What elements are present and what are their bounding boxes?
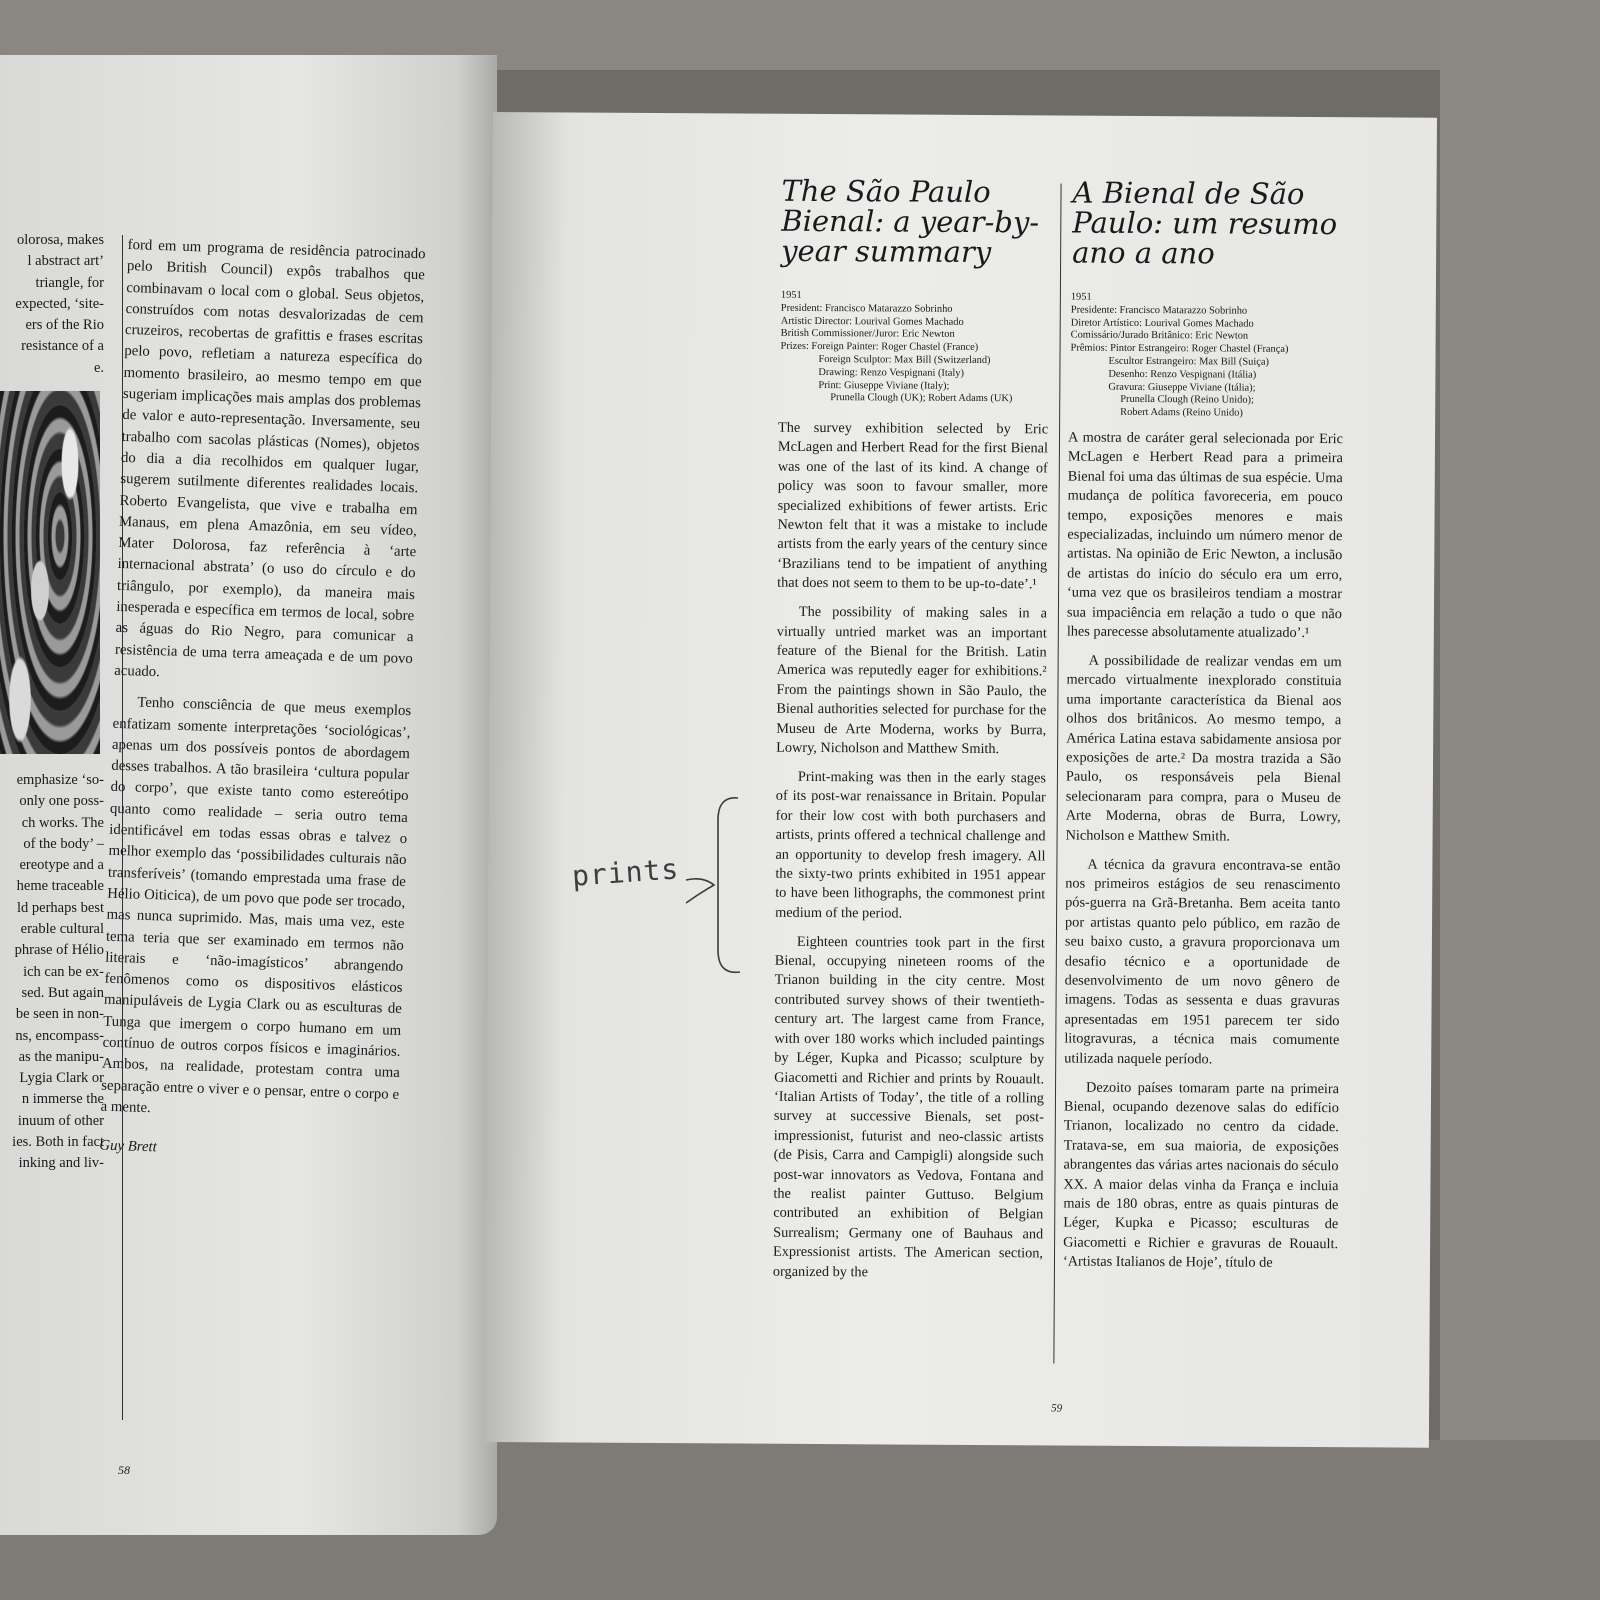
cropped-line: inking and liv- <box>18 1155 104 1172</box>
pencil-annotation-text: prints <box>570 852 681 893</box>
body-paragraph: The possibility of making sales in a virtually untried market was an important feature of the Bienal for the British. Latin America was reputedly eager for exhibitions.² From the paintings shown in São Paulo, the Bienal authorities selected for purchase for the Museu de Arte Moderna, works by Burra, Lowry, Nicholson and Matthew Smith. <box>776 604 1047 758</box>
credit-line: Artistic Director: Lourival Gomes Machado <box>780 315 964 328</box>
body-paragraph: A possibilidade de realizar vendas em um mercado virtualmente inexplorado constituia uma importante característica da Bienal aos olhos dos britânicos. Ao mesmo tempo, a América Latina estava sabidamente ansiosa por exposições de arte.² Da mostra trazida a São Paulo, os responsáveis pela Bienal selecionaram para compra, para o Museu de Arte Moderna, obras de Burra, Lowry, Nicholson e Matthew Smith. <box>1065 652 1342 845</box>
cropped-line: ereotype and a <box>19 857 104 874</box>
cropped-line: ers of the Rio <box>25 317 104 334</box>
credit-line: Diretor Artístico: Lourival Gomes Machado <box>1070 317 1254 330</box>
cropped-line: emphasize ‘so- <box>16 772 104 788</box>
credit-line: 1951 <box>780 289 802 301</box>
cropped-line: of the body’ – <box>23 835 104 852</box>
credit-line: Desenho: Renzo Vespignani (Itália) <box>1108 368 1257 381</box>
credit-line: Prizes: Foreign Painter: Roger Chastel (France) <box>780 340 979 354</box>
cropped-line: phrase of Hélio <box>14 942 104 959</box>
credit-line: President: Francisco Matarazzo Sobrinho <box>780 302 953 315</box>
table-surface-right <box>1440 0 1600 1600</box>
credit-line: 1951 <box>1070 291 1092 303</box>
cropped-line: heme traceable <box>16 878 104 895</box>
cropped-line: only one poss- <box>19 793 104 810</box>
cropped-line: ich can be ex- <box>23 963 104 980</box>
column-rule <box>1053 183 1061 1363</box>
body-paragraph: A mostra de caráter geral selecionada por Eric McLagen e Herbert Read para a primeira Bienal foi uma das últimas de sua espécie. Uma mudança de política favoreceria, em pouco tempo, exposições menores e mais especializadas, incluindo um número menor de artistas. Na opinião de Eric Newton, a inclusão de artistas do início do século era um erro, ‘uma vez que os brasileiros tendiam a mostrar sua impaciência em relação a tudo o que não lhes parecesse absolutamente atualizado’.¹ <box>1066 429 1344 642</box>
cropped-line: l abstract art’ <box>27 253 104 270</box>
photograph <box>0 391 100 754</box>
cropped-line: resistance of a <box>21 338 104 355</box>
cropped-line: triangle, for <box>35 274 104 291</box>
cropped-line: Lygia Clark or <box>19 1070 104 1087</box>
cropped-line: sed. But again <box>21 984 104 1001</box>
left-page-main-column <box>99 235 426 1176</box>
page-number: 59 <box>1051 1402 1063 1415</box>
cropped-line: ch works. The <box>21 814 104 831</box>
body-paragraph: ford em um programa de residência patrocinado pelo British Council) expôs trabalhos que combinavam o local com o global. Seus objetos, construídos com notas desvalorizadas de cem cruzeiros, recobertas de grafittis e frases escritas pelo povo, refletiam a natureza específica do momento brasileiro, ao mesmo tempo em que sugeriam implicações mais amplas dos problemas de valor e auto-representação. Inversamente, seu trabalho com sacolas plásticas (Nomes), objetos do dia a dia recolhidos em qualquer lugar, sugerem sutilmente diferentes realidades locais. Roberto Evangelista, que vive e trabalha em Manaus, em plena Amazônia, em seu vídeo, Mater Dolorosa, faz referência à ‘arte internacional abstrata’ (o uso do círculo e do triângulo, por exemplo), da maneira mais inesperada e específica em termos de local, sobre as águas do Rio Negro, para comunicar a resistência de uma terra ameaçada e de um povo acuado. <box>114 236 426 681</box>
credit-line: Foreign Sculptor: Max Bill (Switzerland) <box>818 353 991 367</box>
body-paragraph: Eighteen countries took part in the first Bienal, occupying nineteen rooms of the Trianon building in the city centre. Most contributed survey shows of their twentieth-century art. The largest came from France, with over 180 works which included paintings by Léger, Kupka and Picasso; sculpture by Giacometti and Richier and prints by Rouault. ‘Italian Artists of Today’, the title of a rolling survey at successive Bienals, set post-impressionist, futurist and neo-classic artists (de Pisis, Carra and Campigli) alongside such post-war innovators as Vedova, Fontana and the realist painter Guttuso. Belgium contributed an exhibition of Belgian Surrealism; Germany one of Bauhaus and Expressionist artists. The American section, organized by the <box>772 933 1045 1280</box>
cropped-line: e. <box>93 359 104 376</box>
body-english <box>773 419 1048 1293</box>
cropped-line: ld perhaps best <box>17 899 104 916</box>
heading-english: The São Paulo Bienal: a year-by-year summary <box>781 173 1040 270</box>
body-paragraph: The survey exhibition selected by Eric McLagen and Herbert Read for the first Bienal was one of the last of its kind. A change of policy was soon to favour smaller, more specialized exhibitions of fewer artists. Eric Newton felt that it was a mistake to include artists from the early years of the century since ‘Brazilians tend to be impatient of anything that does not seem to them to be up-to-date’.¹ <box>777 419 1049 593</box>
cropped-line: olorosa, makes <box>17 232 104 248</box>
credit-line: Prunella Clough (UK); Robert Adams (UK) <box>830 392 1013 405</box>
credit-line: Drawing: Renzo Vespignani (Italy) <box>818 366 964 379</box>
cropped-line: ns, encompass- <box>15 1027 104 1044</box>
credit-line: Robert Adams (Reino Unido) <box>1120 407 1243 419</box>
body-paragraph: Tenho consciência de que meus exemplos enfatizam somente interpretações ‘sociológicas’, apenas um dos possíveis pontos de abordagem desses trabalhos. A tão brasileira ‘cultura popular do corpo’, que existe tanto como estereótipo quanto como realidade – seria outro tema identificável em todas essas obras e talvez o melhor exemplo das ‘possibilidades culturais não transferíveis’ (tomando emprestada uma frase de Hélio Oiticica), de um povo que pode ser trocado, mas nunca suprimido. Mas, mais uma vez, este tema teria que ser examinado em termos não literais e ‘não-imagísticos’ abrangendo fenômenos como os dispositivos elásticos manipuláveis de Lygia Clark ou as esculturas de Tunga que imergem o corpo humano em um contínuo de outros corpos físicos e imaginários. Ambos, na realidade, protestam contra uma separação entre o viver e o pensar, entre o corpo e a mente. <box>100 694 412 1117</box>
body-portuguese <box>1063 429 1343 1284</box>
left-page-cropped-column <box>0 230 104 379</box>
cropped-line: inuum of other <box>17 1112 104 1129</box>
page-number: 58 <box>118 1463 130 1477</box>
credit-line: Prêmios: Pintor Estrangeiro: Roger Chastel (França) <box>1070 342 1289 356</box>
cropped-line: expected, ‘site- <box>15 295 104 312</box>
cropped-line: be seen in non- <box>15 1006 104 1023</box>
left-page-cropped-column-lower <box>0 770 104 1175</box>
cropped-line: ies. Both in fact <box>12 1134 104 1151</box>
credit-line: Presidente: Francisco Matarazzo Sobrinho <box>1070 304 1248 317</box>
heading-portuguese: A Bienal de São Paulo: um resumo ano a ano <box>1072 175 1338 271</box>
credit-line: Print: Giuseppe Viviane (Italy); <box>818 379 950 392</box>
cropped-line: erable cultural <box>20 921 104 938</box>
body-paragraph: Print-making was then in the early stages of its post-war renaissance in Britain. Popular for their low cost with both purchasers and artists, prints offered a technical challenge and an opportunity to develop fresh imagery. All the sixty-two prints exhibited in 1951 appear to have been lithographs, the commonest print medium of the period. <box>775 768 1046 922</box>
body-paragraph: Dezoito países tomaram parte na primeira Bienal, ocupando dezenove salas do edifício Trianon, localizado no centro da cidade. Tratava-se, em sua maioria, de exposições abrangentes das várias artes nacionais do século XX. A maior delas vinha da França e incluia mais de 180 obras, entre as quais pinturas de Léger, Kupka e Picasso; esculturas de Giacometti e Richier e gravuras de Rouault. ‘Artistas Italianos de Hoje’, título de <box>1062 1079 1340 1271</box>
cropped-line: n immerse the <box>21 1091 104 1108</box>
credit-line: Comissário/Jurado Britânico: Eric Newton <box>1070 329 1249 343</box>
cropped-line: as the manipu- <box>18 1048 104 1065</box>
credits-english <box>780 290 1051 407</box>
author-signature: Guy Brett <box>99 1137 157 1156</box>
credit-line: Escultor Estrangeiro: Max Bill (Suiça) <box>1108 355 1269 368</box>
right-page <box>485 112 1437 1448</box>
left-page <box>0 55 497 1535</box>
credit-line: Gravura: Giuseppe Viviane (Itália); <box>1108 381 1256 394</box>
credits-portuguese <box>1070 292 1346 422</box>
body-paragraph: A técnica da gravura encontrava-se então nos primeiros estágios de seu renascimento pós-guerra na Grã-Bretanha. Bem aceita tanto por artistas quanto pelo público, em razão de seu baixo custo, a gravura proporcionava um desafio técnico e a oportunidade de desenvolvimento de um novo gênero de imagens. Todas as sessenta e duas gravuras apresentadas em 1951 parecem ter sido litogravuras, a técnica mais comumente utilizada naquele período. <box>1064 856 1341 1068</box>
credit-line: British Commissioner/Juror: Eric Newton <box>780 328 955 341</box>
credit-line: Prunella Clough (Reino Unido); <box>1120 394 1254 407</box>
